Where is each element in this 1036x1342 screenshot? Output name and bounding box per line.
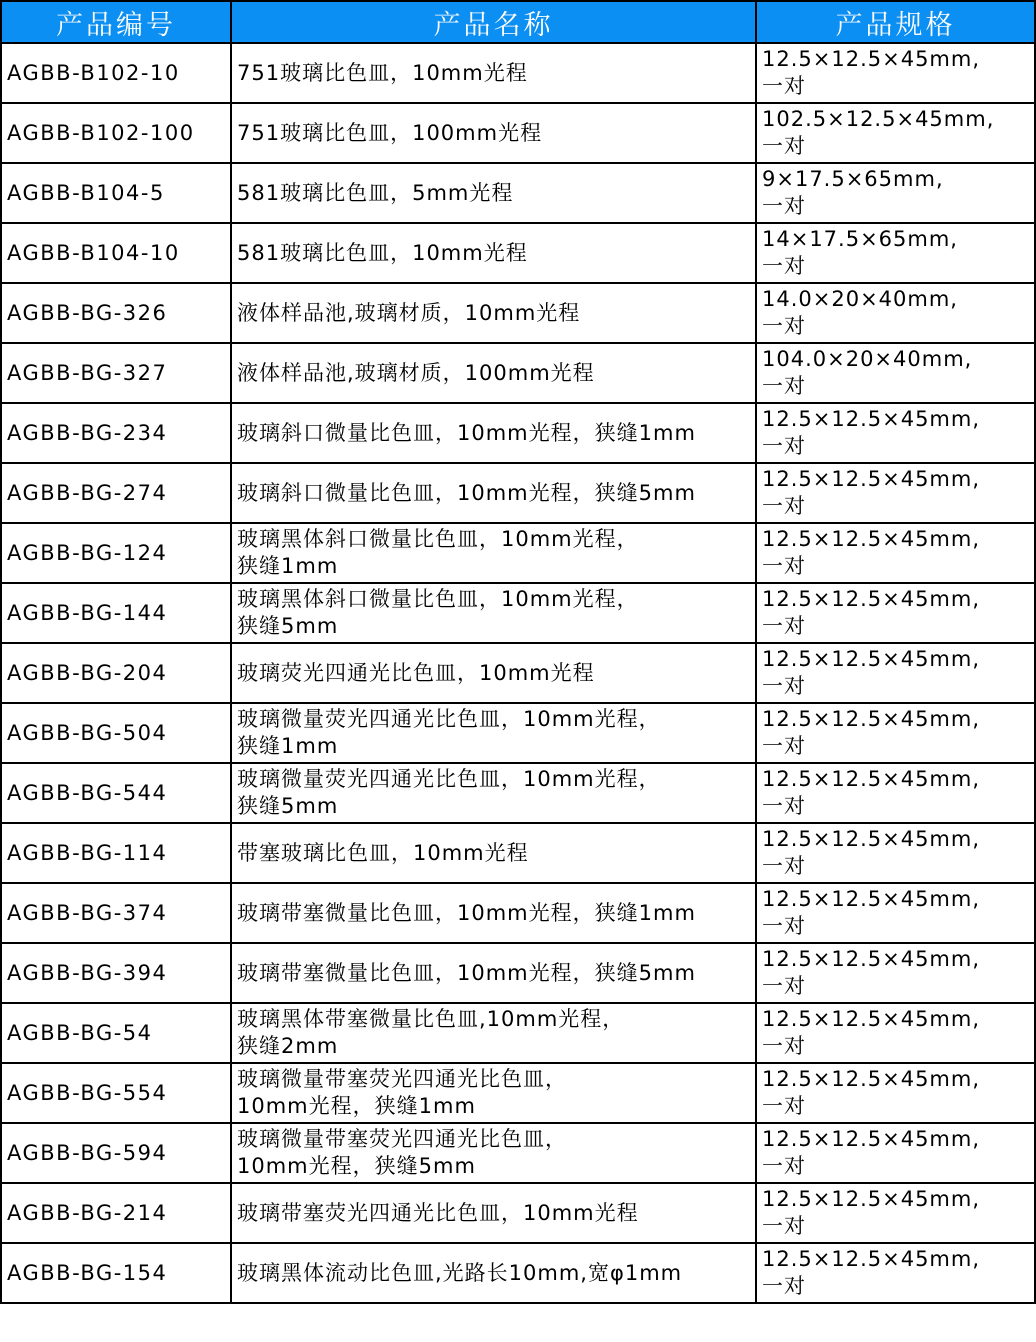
product-spec-line: 12.5×12.5×45mm, (762, 527, 981, 551)
product-name-cell (231, 1003, 756, 1063)
product-spec-cell (756, 703, 1035, 763)
product-spec-cell (756, 403, 1035, 463)
product-name-line: 玻璃斜口微量比色皿，10mm光程，狭缝5mm (237, 480, 696, 505)
product-name-line: 狭缝5mm (237, 614, 339, 638)
header-row (1, 1, 1035, 43)
product-spec-line: 一对 (762, 1034, 806, 1058)
product-name-cell (231, 883, 756, 943)
product-code-cell: AGBB-BG-504 (1, 703, 231, 763)
table-row (1, 1183, 1035, 1243)
product-name-line: 玻璃微量荧光四通光比色皿，10mm光程， (237, 707, 661, 731)
product-name-cell (231, 223, 756, 283)
product-spec-line: 12.5×12.5×45mm, (762, 887, 981, 911)
product-spec-line: 12.5×12.5×45mm, (762, 767, 981, 791)
product-name-cell (231, 283, 756, 343)
product-spec-cell (756, 643, 1035, 703)
product-name-cell (231, 643, 756, 703)
table-row (1, 283, 1035, 343)
product-spec-line: 12.5×12.5×45mm, (762, 1007, 981, 1031)
product-name-cell (231, 583, 756, 643)
product-spec-line: 14×17.5×65mm, (762, 227, 958, 251)
product-spec-line: 12.5×12.5×45mm, (762, 947, 981, 971)
product-name-line: 液体样品池,玻璃材质，100mm光程 (237, 360, 595, 385)
product-spec-line: 一对 (762, 254, 806, 278)
product-name-cell (231, 163, 756, 223)
table-row (1, 763, 1035, 823)
product-name-line: 狭缝5mm (237, 794, 339, 818)
product-spec-line: 一对 (762, 74, 806, 98)
product-spec-line: 12.5×12.5×45mm, (762, 707, 981, 731)
table-row (1, 523, 1035, 583)
product-spec-line: 一对 (762, 854, 806, 878)
product-spec-line: 12.5×12.5×45mm, (762, 47, 981, 71)
product-name-cell (231, 103, 756, 163)
header-product-spec: 产品规格 (756, 1, 1035, 43)
table-body (1, 43, 1035, 1303)
product-spec-line: 一对 (762, 194, 806, 218)
product-code-cell: AGBB-BG-374 (1, 883, 231, 943)
table-row (1, 1123, 1035, 1183)
table-row (1, 1063, 1035, 1123)
product-name-line: 液体样品池,玻璃材质，10mm光程 (237, 300, 581, 325)
product-name-line: 玻璃带塞荧光四通光比色皿，10mm光程 (237, 1200, 639, 1225)
product-name-line: 751玻璃比色皿，100mm光程 (237, 120, 543, 145)
product-name-cell (231, 1183, 756, 1243)
product-code-cell: AGBB-BG-554 (1, 1063, 231, 1123)
product-code-cell: AGBB-BG-274 (1, 463, 231, 523)
product-spec-line: 104.0×20×40mm, (762, 347, 973, 371)
product-spec-cell (756, 523, 1035, 583)
product-name-line: 狭缝1mm (237, 734, 339, 758)
product-spec-line: 一对 (762, 134, 806, 158)
product-code-cell: AGBB-BG-114 (1, 823, 231, 883)
product-spec-line: 12.5×12.5×45mm, (762, 467, 981, 491)
product-spec-line: 一对 (762, 1274, 806, 1298)
product-code-cell: AGBB-BG-326 (1, 283, 231, 343)
product-name-line: 狭缝1mm (237, 554, 339, 578)
product-name-line: 玻璃微量带塞荧光四通光比色皿， (237, 1127, 567, 1151)
table-row (1, 403, 1035, 463)
product-code-cell: AGBB-BG-594 (1, 1123, 231, 1183)
product-spec-line: 一对 (762, 1094, 806, 1118)
product-spec-cell (756, 883, 1035, 943)
product-spec-cell (756, 1243, 1035, 1303)
product-spec-line: 一对 (762, 434, 806, 458)
product-name-cell (231, 43, 756, 103)
header-product-name: 产品名称 (231, 1, 756, 43)
product-spec-line: 一对 (762, 914, 806, 938)
product-name-cell (231, 343, 756, 403)
product-spec-cell (756, 763, 1035, 823)
product-code-cell: AGBB-BG-204 (1, 643, 231, 703)
product-code-cell: AGBB-BG-124 (1, 523, 231, 583)
product-name-cell (231, 463, 756, 523)
table-row (1, 823, 1035, 883)
product-spec-line: 9×17.5×65mm, (762, 167, 944, 191)
product-name-line: 玻璃黑体斜口微量比色皿，10mm光程， (237, 587, 639, 611)
product-name-line: 10mm光程，狭缝5mm (237, 1154, 476, 1178)
product-code-cell: AGBB-B102-10 (1, 43, 231, 103)
product-spec-line: 一对 (762, 674, 806, 698)
product-spec-line: 一对 (762, 314, 806, 338)
product-name-cell (231, 823, 756, 883)
product-spec-cell (756, 343, 1035, 403)
product-name-cell (231, 523, 756, 583)
product-name-cell (231, 1123, 756, 1183)
product-name-cell (231, 763, 756, 823)
table-row (1, 643, 1035, 703)
table-row (1, 1003, 1035, 1063)
product-code-cell: AGBB-BG-144 (1, 583, 231, 643)
product-spec-line: 12.5×12.5×45mm, (762, 647, 981, 671)
table-header (1, 1, 1035, 43)
product-spec-cell (756, 583, 1035, 643)
product-spec-line: 一对 (762, 374, 806, 398)
table-row (1, 43, 1035, 103)
product-spec-cell (756, 43, 1035, 103)
product-spec-line: 一对 (762, 494, 806, 518)
product-spec-line: 一对 (762, 734, 806, 758)
product-name-line: 玻璃荧光四通光比色皿，10mm光程 (237, 660, 595, 685)
product-name-line: 751玻璃比色皿，10mm光程 (237, 60, 528, 85)
table-row (1, 583, 1035, 643)
product-spec-line: 12.5×12.5×45mm, (762, 1187, 981, 1211)
product-spec-line: 102.5×12.5×45mm, (762, 107, 995, 131)
product-spec-cell (756, 103, 1035, 163)
product-name-line: 狭缝2mm (237, 1034, 339, 1058)
product-spec-cell (756, 943, 1035, 1003)
product-name-line: 玻璃微量荧光四通光比色皿，10mm光程， (237, 767, 661, 791)
product-name-line: 玻璃带塞微量比色皿，10mm光程，狭缝5mm (237, 960, 696, 985)
product-code-cell: AGBB-B104-10 (1, 223, 231, 283)
table-row (1, 103, 1035, 163)
product-spec-cell (756, 823, 1035, 883)
product-spec-line: 12.5×12.5×45mm, (762, 1127, 981, 1151)
product-code-cell: AGBB-BG-327 (1, 343, 231, 403)
product-spec-cell (756, 463, 1035, 523)
product-spec-line: 一对 (762, 974, 806, 998)
product-code-cell: AGBB-B102-100 (1, 103, 231, 163)
product-spec-line: 12.5×12.5×45mm, (762, 827, 981, 851)
product-spec-line: 12.5×12.5×45mm, (762, 587, 981, 611)
product-name-line: 玻璃黑体带塞微量比色皿,10mm光程， (237, 1007, 625, 1031)
product-spec-cell (756, 1183, 1035, 1243)
product-name-line: 10mm光程，狭缝1mm (237, 1094, 476, 1118)
table-row (1, 883, 1035, 943)
product-spec-cell (756, 283, 1035, 343)
product-code-cell: AGBB-BG-544 (1, 763, 231, 823)
product-spec-line: 一对 (762, 614, 806, 638)
product-name-cell (231, 403, 756, 463)
product-name-line: 玻璃带塞微量比色皿，10mm光程，狭缝1mm (237, 900, 696, 925)
product-name-line: 带塞玻璃比色皿，10mm光程 (237, 840, 529, 865)
header-product-code: 产品编号 (1, 1, 231, 43)
product-name-cell (231, 943, 756, 1003)
product-name-line: 玻璃微量带塞荧光四通光比色皿， (237, 1067, 567, 1091)
product-spec-line: 一对 (762, 1214, 806, 1238)
product-spec-cell (756, 1123, 1035, 1183)
product-spec-cell (756, 1003, 1035, 1063)
product-spec-line: 12.5×12.5×45mm, (762, 407, 981, 431)
product-name-line: 玻璃斜口微量比色皿，10mm光程，狭缝1mm (237, 420, 696, 445)
product-spec-line: 一对 (762, 1154, 806, 1178)
product-code-cell: AGBB-BG-394 (1, 943, 231, 1003)
product-code-cell: AGBB-BG-234 (1, 403, 231, 463)
product-code-cell: AGBB-BG-214 (1, 1183, 231, 1243)
product-spec-line: 一对 (762, 554, 806, 578)
product-name-line: 玻璃黑体流动比色皿,光路长10mm,宽φ1mm (237, 1260, 683, 1285)
product-spec-line: 一对 (762, 794, 806, 818)
product-spec-line: 12.5×12.5×45mm, (762, 1067, 981, 1091)
product-spec-cell (756, 163, 1035, 223)
product-code-cell: AGBB-BG-54 (1, 1003, 231, 1063)
table-row (1, 1243, 1035, 1303)
product-name-line: 581玻璃比色皿，5mm光程 (237, 180, 514, 205)
product-name-cell (231, 703, 756, 763)
table-row (1, 223, 1035, 283)
table-row (1, 703, 1035, 763)
table-row (1, 163, 1035, 223)
table-row (1, 463, 1035, 523)
product-name-cell (231, 1243, 756, 1303)
product-name-line: 玻璃黑体斜口微量比色皿，10mm光程， (237, 527, 639, 551)
table-row (1, 943, 1035, 1003)
product-spec-line: 12.5×12.5×45mm, (762, 1247, 981, 1271)
product-spec-cell (756, 1063, 1035, 1123)
product-name-line: 581玻璃比色皿，10mm光程 (237, 240, 528, 265)
product-spec-line: 14.0×20×40mm, (762, 287, 958, 311)
product-code-cell: AGBB-B104-5 (1, 163, 231, 223)
product-name-cell (231, 1063, 756, 1123)
table-row (1, 343, 1035, 403)
product-spec-cell (756, 223, 1035, 283)
product-code-cell: AGBB-BG-154 (1, 1243, 231, 1303)
